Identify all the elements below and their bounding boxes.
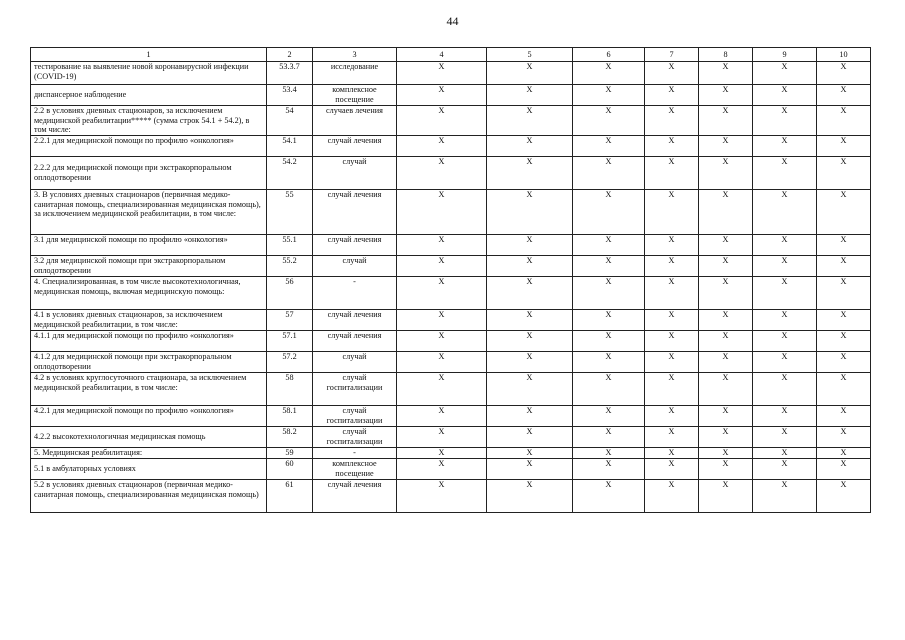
table-row bbox=[31, 136, 871, 157]
value-cell: X bbox=[699, 85, 753, 106]
value-cell: X bbox=[753, 157, 817, 190]
value-cell: X bbox=[817, 373, 871, 406]
value-cell: X bbox=[487, 235, 573, 256]
value-cell: X bbox=[699, 331, 753, 352]
table-header-row bbox=[31, 48, 871, 62]
value-cell: X bbox=[487, 157, 573, 190]
value-cell: X bbox=[397, 235, 487, 256]
value-cell: X bbox=[817, 277, 871, 310]
row-code-cell: 58.1 bbox=[267, 406, 313, 427]
row-unit-cell: случай лечения bbox=[313, 190, 397, 235]
value-cell: X bbox=[645, 448, 699, 459]
table-row bbox=[31, 373, 871, 406]
table-row bbox=[31, 190, 871, 235]
row-code-cell: 57.2 bbox=[267, 352, 313, 373]
row-code-cell: 55 bbox=[267, 190, 313, 235]
value-cell: X bbox=[573, 406, 645, 427]
row-code-cell: 60 bbox=[267, 459, 313, 480]
column-header: 3 bbox=[313, 48, 397, 62]
value-cell: X bbox=[817, 136, 871, 157]
value-cell: X bbox=[397, 310, 487, 331]
row-unit-cell: случай лечения bbox=[313, 310, 397, 331]
value-cell: X bbox=[699, 352, 753, 373]
value-cell: X bbox=[699, 459, 753, 480]
row-unit-cell: комплексное посещение bbox=[313, 459, 397, 480]
value-cell: X bbox=[487, 277, 573, 310]
value-cell: X bbox=[397, 62, 487, 85]
table-row bbox=[31, 480, 871, 513]
page-number: 44 bbox=[446, 14, 459, 28]
value-cell: X bbox=[753, 235, 817, 256]
table-row bbox=[31, 406, 871, 427]
row-unit-cell: случай госпитализации bbox=[313, 406, 397, 427]
value-cell: X bbox=[397, 480, 487, 513]
table-row bbox=[31, 427, 871, 448]
row-unit-cell: случай bbox=[313, 352, 397, 373]
value-cell: X bbox=[645, 256, 699, 277]
value-cell: X bbox=[817, 235, 871, 256]
column-header: 9 bbox=[753, 48, 817, 62]
value-cell: X bbox=[753, 459, 817, 480]
value-cell: X bbox=[573, 277, 645, 310]
value-cell: X bbox=[645, 190, 699, 235]
value-cell: X bbox=[573, 85, 645, 106]
value-cell: X bbox=[753, 106, 817, 136]
value-cell: X bbox=[487, 448, 573, 459]
value-cell: X bbox=[487, 106, 573, 136]
value-cell: X bbox=[753, 448, 817, 459]
value-cell: X bbox=[753, 277, 817, 310]
row-name-cell: 4.2.2 высокотехнологичная медицинская помощь bbox=[31, 427, 267, 448]
value-cell: X bbox=[699, 406, 753, 427]
row-code-cell: 54 bbox=[267, 106, 313, 136]
column-header: 6 bbox=[573, 48, 645, 62]
value-cell: X bbox=[817, 310, 871, 331]
row-name-cell: 4. Специализированная, в том числе высокотехнологичная, медицинская помощь, включая медицинскую помощь: bbox=[31, 277, 267, 310]
value-cell: X bbox=[817, 480, 871, 513]
row-name-cell: 4.1.2 для медицинской помощи при экстракорпоральном оплодотворении bbox=[31, 352, 267, 373]
row-name-cell: 4.2.1 для медицинской помощи по профилю «онкология» bbox=[31, 406, 267, 427]
value-cell: X bbox=[397, 406, 487, 427]
value-cell: X bbox=[699, 310, 753, 331]
row-name-cell: 2.2.2 для медицинской помощи при экстракорпоральном оплодотворении bbox=[31, 157, 267, 190]
value-cell: X bbox=[699, 448, 753, 459]
value-cell: X bbox=[645, 352, 699, 373]
value-cell: X bbox=[699, 427, 753, 448]
value-cell: X bbox=[699, 256, 753, 277]
value-cell: X bbox=[817, 448, 871, 459]
value-cell: X bbox=[573, 427, 645, 448]
value-cell: X bbox=[645, 85, 699, 106]
value-cell: X bbox=[573, 157, 645, 190]
row-unit-cell: - bbox=[313, 277, 397, 310]
value-cell: X bbox=[753, 427, 817, 448]
value-cell: X bbox=[487, 352, 573, 373]
row-code-cell: 54.2 bbox=[267, 157, 313, 190]
value-cell: X bbox=[645, 157, 699, 190]
row-unit-cell: случай лечения bbox=[313, 331, 397, 352]
row-code-cell: 56 bbox=[267, 277, 313, 310]
row-name-cell: 4.1.1 для медицинской помощи по профилю «онкология» bbox=[31, 331, 267, 352]
value-cell: X bbox=[573, 373, 645, 406]
row-code-cell: 59 bbox=[267, 448, 313, 459]
table-row bbox=[31, 256, 871, 277]
value-cell: X bbox=[645, 310, 699, 331]
value-cell: X bbox=[397, 190, 487, 235]
column-header: 1 bbox=[31, 48, 267, 62]
value-cell: X bbox=[397, 106, 487, 136]
data-table bbox=[30, 47, 871, 513]
row-code-cell: 57 bbox=[267, 310, 313, 331]
table-row bbox=[31, 106, 871, 136]
value-cell: X bbox=[753, 406, 817, 427]
row-name-cell: 2.2 в условиях дневных стационаров, за исключением медицинской реабилитации***** (сумма строк 54.1 + 54.2), в том числе: bbox=[31, 106, 267, 136]
value-cell: X bbox=[753, 310, 817, 331]
value-cell: X bbox=[699, 190, 753, 235]
value-cell: X bbox=[573, 136, 645, 157]
value-cell: X bbox=[573, 331, 645, 352]
row-unit-cell: случай bbox=[313, 256, 397, 277]
row-unit-cell: - bbox=[313, 448, 397, 459]
value-cell: X bbox=[817, 85, 871, 106]
value-cell: X bbox=[753, 480, 817, 513]
row-name-cell: 5.1 в амбулаторных условиях bbox=[31, 459, 267, 480]
value-cell: X bbox=[817, 190, 871, 235]
value-cell: X bbox=[487, 310, 573, 331]
value-cell: X bbox=[397, 157, 487, 190]
row-code-cell: 55.1 bbox=[267, 235, 313, 256]
column-header: 5 bbox=[487, 48, 573, 62]
value-cell: X bbox=[573, 459, 645, 480]
value-cell: X bbox=[573, 480, 645, 513]
table-row bbox=[31, 85, 871, 106]
value-cell: X bbox=[645, 277, 699, 310]
value-cell: X bbox=[817, 406, 871, 427]
value-cell: X bbox=[817, 427, 871, 448]
value-cell: X bbox=[699, 106, 753, 136]
value-cell: X bbox=[397, 277, 487, 310]
value-cell: X bbox=[699, 373, 753, 406]
column-header: 2 bbox=[267, 48, 313, 62]
value-cell: X bbox=[645, 106, 699, 136]
value-cell: X bbox=[573, 310, 645, 331]
value-cell: X bbox=[817, 331, 871, 352]
value-cell: X bbox=[817, 352, 871, 373]
row-unit-cell: случай лечения bbox=[313, 136, 397, 157]
row-name-cell: тестирование на выявление новой коронавирусной инфекции (COVID-19) bbox=[31, 62, 267, 85]
value-cell: X bbox=[699, 277, 753, 310]
row-name-cell: 5. Медицинская реабилитация: bbox=[31, 448, 267, 459]
table-row bbox=[31, 448, 871, 459]
value-cell: X bbox=[699, 235, 753, 256]
value-cell: X bbox=[645, 235, 699, 256]
value-cell: X bbox=[397, 85, 487, 106]
column-header: 8 bbox=[699, 48, 753, 62]
value-cell: X bbox=[753, 256, 817, 277]
row-unit-cell: случай bbox=[313, 157, 397, 190]
value-cell: X bbox=[645, 373, 699, 406]
value-cell: X bbox=[645, 480, 699, 513]
row-name-cell: диспансерное наблюдение bbox=[31, 85, 267, 106]
value-cell: X bbox=[573, 106, 645, 136]
value-cell: X bbox=[645, 331, 699, 352]
value-cell: X bbox=[817, 459, 871, 480]
value-cell: X bbox=[699, 480, 753, 513]
value-cell: X bbox=[753, 352, 817, 373]
row-name-cell: 3. В условиях дневных стационаров (первичная медико-санитарная помощь, специализированная медицинская помощь), за исключением медицинской реабилитации, в том числе: bbox=[31, 190, 267, 235]
table-row bbox=[31, 157, 871, 190]
row-name-cell: 5.2 в условиях дневных стационаров (первичная медико-санитарная помощь, специализированная медицинская помощь) bbox=[31, 480, 267, 513]
value-cell: X bbox=[487, 406, 573, 427]
value-cell: X bbox=[699, 136, 753, 157]
row-code-cell: 54.1 bbox=[267, 136, 313, 157]
value-cell: X bbox=[573, 62, 645, 85]
value-cell: X bbox=[397, 352, 487, 373]
value-cell: X bbox=[397, 448, 487, 459]
table-row bbox=[31, 62, 871, 85]
value-cell: X bbox=[573, 448, 645, 459]
value-cell: X bbox=[487, 480, 573, 513]
row-unit-cell: исследование bbox=[313, 62, 397, 85]
table-row bbox=[31, 331, 871, 352]
column-header: 7 bbox=[645, 48, 699, 62]
value-cell: X bbox=[699, 157, 753, 190]
table-row bbox=[31, 310, 871, 331]
value-cell: X bbox=[397, 136, 487, 157]
row-name-cell: 2.2.1 для медицинской помощи по профилю «онкология» bbox=[31, 136, 267, 157]
row-unit-cell: случай госпитализации bbox=[313, 373, 397, 406]
value-cell: X bbox=[645, 62, 699, 85]
value-cell: X bbox=[573, 235, 645, 256]
value-cell: X bbox=[487, 190, 573, 235]
value-cell: X bbox=[487, 373, 573, 406]
value-cell: X bbox=[645, 427, 699, 448]
row-code-cell: 53.4 bbox=[267, 85, 313, 106]
value-cell: X bbox=[397, 331, 487, 352]
value-cell: X bbox=[645, 136, 699, 157]
row-code-cell: 58 bbox=[267, 373, 313, 406]
table-row bbox=[31, 235, 871, 256]
value-cell: X bbox=[817, 256, 871, 277]
table-row bbox=[31, 459, 871, 480]
row-unit-cell: случаев лечения bbox=[313, 106, 397, 136]
column-header: 10 bbox=[817, 48, 871, 62]
value-cell: X bbox=[753, 85, 817, 106]
row-code-cell: 55.2 bbox=[267, 256, 313, 277]
value-cell: X bbox=[397, 256, 487, 277]
row-name-cell: 3.1 для медицинской помощи по профилю «онкология» bbox=[31, 235, 267, 256]
value-cell: X bbox=[573, 190, 645, 235]
value-cell: X bbox=[397, 373, 487, 406]
value-cell: X bbox=[487, 459, 573, 480]
row-code-cell: 57.1 bbox=[267, 331, 313, 352]
column-header: 4 bbox=[397, 48, 487, 62]
value-cell: X bbox=[753, 136, 817, 157]
value-cell: X bbox=[753, 331, 817, 352]
value-cell: X bbox=[487, 427, 573, 448]
value-cell: X bbox=[487, 331, 573, 352]
value-cell: X bbox=[753, 62, 817, 85]
value-cell: X bbox=[573, 256, 645, 277]
row-code-cell: 61 bbox=[267, 480, 313, 513]
value-cell: X bbox=[487, 85, 573, 106]
row-code-cell: 53.3.7 bbox=[267, 62, 313, 85]
value-cell: X bbox=[573, 352, 645, 373]
table-row bbox=[31, 352, 871, 373]
row-unit-cell: случай госпитализации bbox=[313, 427, 397, 448]
row-unit-cell: комплексное посещение bbox=[313, 85, 397, 106]
value-cell: X bbox=[487, 136, 573, 157]
value-cell: X bbox=[699, 62, 753, 85]
row-unit-cell: случай лечения bbox=[313, 235, 397, 256]
row-name-cell: 4.1 в условиях дневных стационаров, за исключением медицинской реабилитации, в том числе: bbox=[31, 310, 267, 331]
value-cell: X bbox=[753, 373, 817, 406]
value-cell: X bbox=[645, 459, 699, 480]
value-cell: X bbox=[397, 459, 487, 480]
value-cell: X bbox=[645, 406, 699, 427]
value-cell: X bbox=[753, 190, 817, 235]
row-unit-cell: случай лечения bbox=[313, 480, 397, 513]
value-cell: X bbox=[487, 256, 573, 277]
value-cell: X bbox=[817, 157, 871, 190]
value-cell: X bbox=[817, 106, 871, 136]
value-cell: X bbox=[817, 62, 871, 85]
value-cell: X bbox=[397, 427, 487, 448]
row-code-cell: 58.2 bbox=[267, 427, 313, 448]
value-cell: X bbox=[487, 62, 573, 85]
row-name-cell: 3.2 для медицинской помощи при экстракорпоральном оплодотворении bbox=[31, 256, 267, 277]
row-name-cell: 4.2 в условиях круглосуточного стационара, за исключением медицинской реабилитации, в том числе: bbox=[31, 373, 267, 406]
table-row bbox=[31, 277, 871, 310]
